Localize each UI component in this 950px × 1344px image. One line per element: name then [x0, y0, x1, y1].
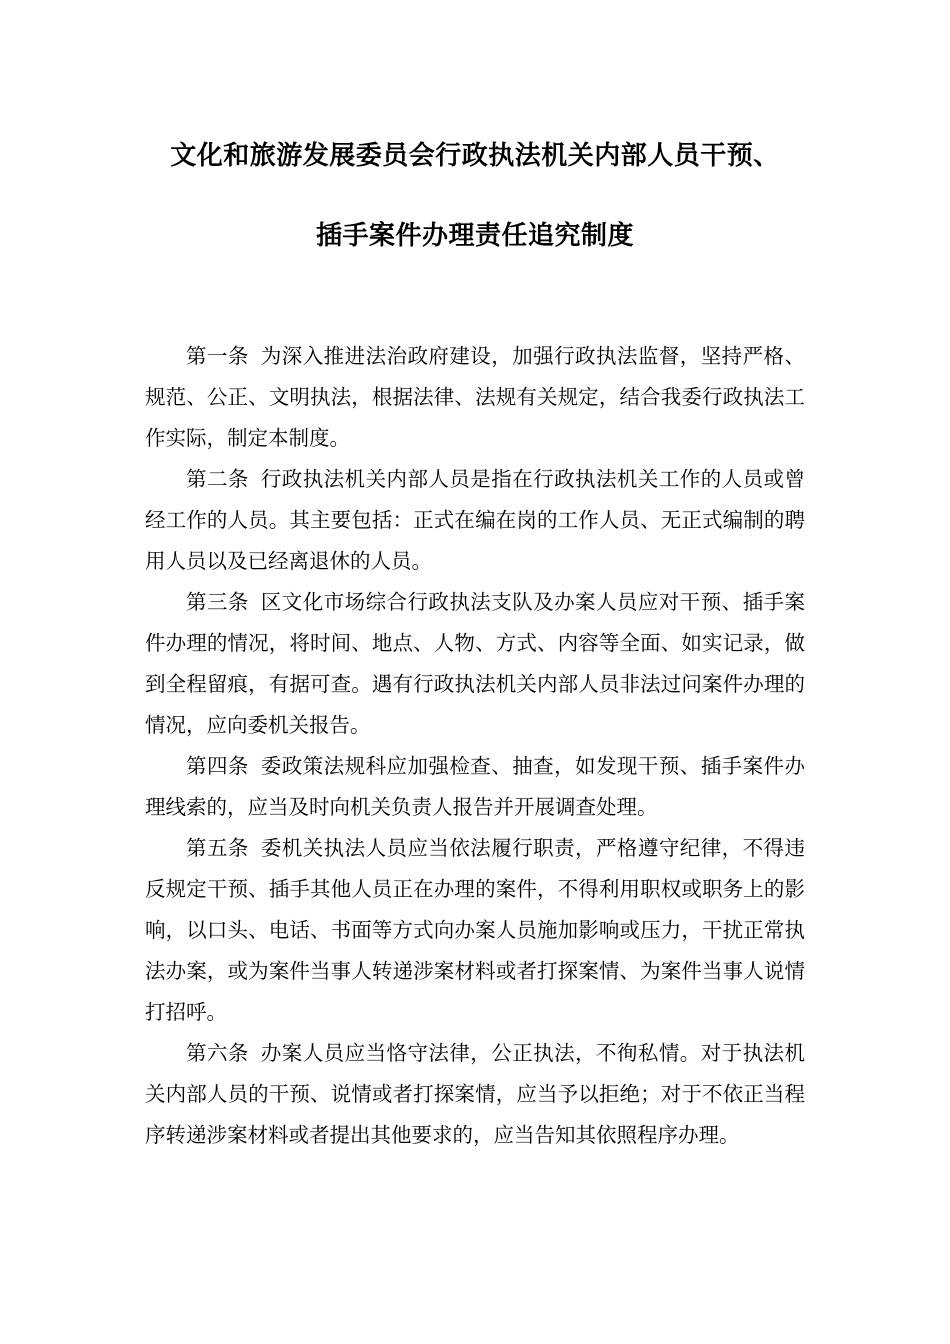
article-text: 区文化市场综合行政执法支队及办案人员应对干预、插手案件办理的情况，将时间、地点、人物、方式、内容等全面、如实记录，做到全程留痕，有据可查。遇有行政执法机关内部人员非法过问案件办理的情况，应向委机关报告。	[145, 590, 806, 737]
article-text: 委政策法规科应加强检查、抽查，如发现干预、插手案件办理线索的，应当及时向机关负责人报告并开展调查处理。	[145, 754, 806, 819]
article-4	[145, 746, 805, 828]
article-text: 行政执法机关内部人员是指在行政执法机关工作的人员或曾经工作的人员。其主要包括：正式在编在岗的工作人员、无正式编制的聘用人员以及已经离退休的人员。	[145, 467, 806, 573]
document-title-line1: 文化和旅游发展委员会行政执法机关内部人员干预、	[170, 141, 780, 171]
article-label: 第一条	[186, 344, 249, 368]
article-5	[145, 828, 805, 1033]
article-1	[145, 336, 805, 459]
document-title-line2: 插手案件办理责任追究制度	[315, 221, 634, 251]
article-label: 第六条	[186, 1041, 249, 1065]
article-text: 为深入推进法治政府建设，加强行政执法监督，坚持严格、规范、公正、文明执法，根据法律、法规有关规定，结合我委行政执法工作实际，制定本制度。	[145, 344, 806, 450]
article-label: 第二条	[186, 467, 249, 491]
article-label: 第四条	[186, 754, 249, 778]
article-3	[145, 582, 805, 746]
article-6	[145, 1033, 805, 1156]
article-label: 第三条	[186, 590, 249, 614]
article-text: 办案人员应当恪守法律，公正执法，不徇私情。对于执法机关内部人员的干预、说情或者打探案情，应当予以拒绝；对于不依正当程序转递涉案材料或者提出其他要求的，应当告知其依照程序办理。	[145, 1041, 806, 1147]
article-label: 第五条	[186, 836, 249, 860]
article-2	[145, 459, 805, 582]
document-body	[145, 336, 805, 1156]
article-text: 委机关执法人员应当依法履行职责，严格遵守纪律，不得违反规定干预、插手其他人员正在办理的案件，不得利用职权或职务上的影响，以口头、电话、书面等方式向办案人员施加影响或压力，干扰正常执法办案，或为案件当事人转递涉案材料或者打探案情、为案件当事人说情打招呼。	[145, 836, 806, 1024]
